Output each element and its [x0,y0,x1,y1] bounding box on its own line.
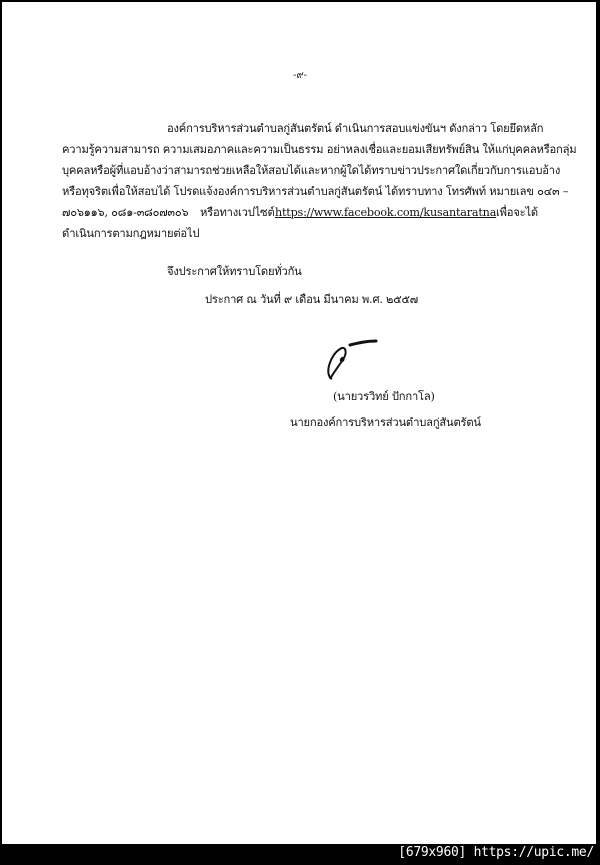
watermark-text: [679x960] https://upic.me/ [398,845,594,860]
phone-numbers: ๗๐๖๑๑๖, ๐๘๑-๓๘๐๗๓๐๖ [62,206,189,219]
date-line: ประกาศ ณ วันที่ ๙ เดือน มีนาคม พ.ศ. ๒๕๕๗ [205,293,418,306]
closing-line: ดำเนินการตามกฎหมายต่อไป [62,227,200,240]
signer-name: (นายวรวิทย์ ปักกาโล) [333,390,435,403]
announcement-line: จึงประกาศให้ทราบโดยทั่วกัน [167,265,302,278]
signer-title: นายกองค์การบริหารส่วนตำบลกู่สันตรัตน์ [290,416,481,429]
paragraph-line-2: ความรู้ความสามารถ ความเสมอภาคและความเป็นธรรม อย่าหลงเชื่อและยอมเสียทรัพย์สิน ให้แก่บุคคลหรือกลุ่ม [62,143,577,156]
website-label: หรือทางเวปไซต์ [200,206,275,219]
contact-suffix: เพื่อจะได้ [496,206,538,219]
signature-icon [318,335,388,389]
paragraph-line-3: บุคคลหรือผู้ที่แอบอ้างว่าสามารถช่วยเหลือให้สอบได้และหากผู้ใดได้ทราบข่าวประกาศใดเกี่ยวกับการแอบอ้าง [62,164,561,177]
facebook-link[interactable]: https://www.facebook.com/kusantaratna [275,206,497,219]
paragraph-line-1: องค์การบริหารส่วนตำบลกู่สันตรัตน์ ดำเนินการสอบแข่งขันฯ ดังกล่าว โดยยึดหลัก [167,122,544,135]
paragraph-line-4: หรือทุจริตเพื่อให้สอบได้ โปรดแจ้งองค์การบริหารส่วนตำบลกู่สันตรัตน์ ได้ทราบทาง โทรศัพท์ หมายเลข ๐๔๓ – [62,185,569,198]
page-number: -๙- [292,70,308,81]
